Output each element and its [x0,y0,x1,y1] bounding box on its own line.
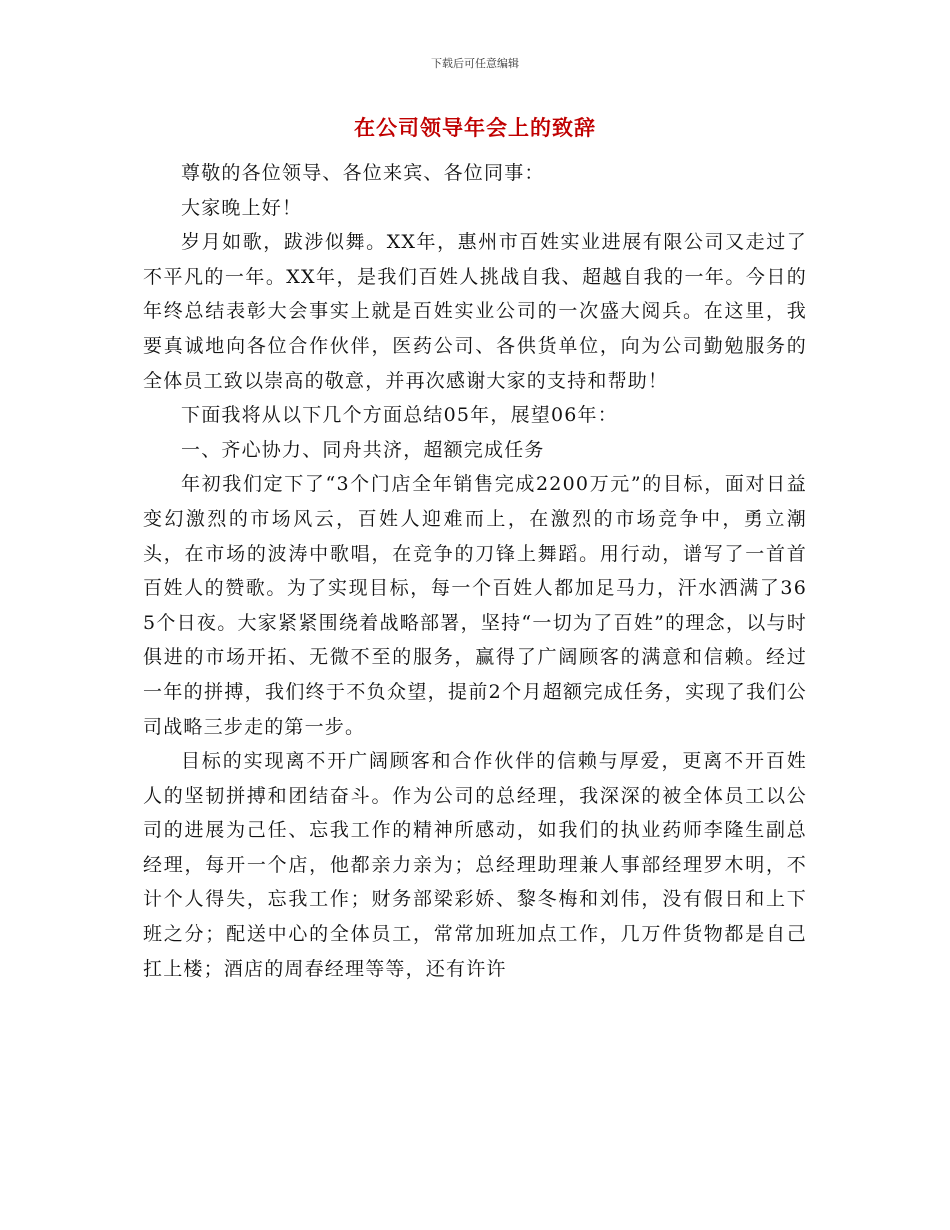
document-body [143,156,807,986]
section-heading: 一、齐心协力、同舟共济，超额完成任务 [181,438,545,461]
paragraph: 岁月如歌，跋涉似舞。XX年，惠州市百姓实业进展有限公司又走过了不平凡的一年。XX年，是我们百姓人挑战自我、超越自我的一年。今日的年终总结表彰大会事实上就是百姓实业公司的一次盛大阅兵。在这里，我要真诚地向各位合作伙伴，医药公司、各供货单位，向为公司勤勉服务的全体员工致以崇高的敬意，并再次感谢大家的支持和帮助！ [143,231,807,392]
document-title: 在公司领导年会上的致辞 [354,116,596,140]
paragraph: 年初我们定下了“3个门店全年销售完成2200万元”的目标，面对日益变幻激烈的市场风云，百姓人迎难而上，在激烈的市场竞争中，勇立潮头，在市场的波涛中歌唱，在竞争的刀锋上舞蹈。用行动，谱写了一首首百姓人的赞歌。为了实现目标，每一个百姓人都加足马力，汗水洒满了365个日夜。大家紧紧围绕着战略部署，坚持“一切为了百姓”的理念，以与时俱进的市场开拓、无微不至的服务，赢得了广阔顾客的满意和信赖。经过一年的拼搏，我们终于不负众望，提前2个月超额完成任务，实现了我们公司战略三步走的第一步。 [143,473,807,738]
header-note: 下载后可任意编辑 [431,57,519,70]
salutation: 尊敬的各位领导、各位来宾、各位同事： [181,162,545,184]
greeting: 大家晚上好！ [181,196,303,219]
paragraph: 下面我将从以下几个方面总结05年，展望06年： [181,404,618,427]
paragraph: 目标的实现离不开广阔顾客和合作伙伴的信赖与厚爱，更离不开百姓人的坚韧拼搏和团结奋斗。作为公司的总经理，我深深的被全体员工以公司的进展为己任、忘我工作的精神所感动，如我们的执业药师李隆生副总经理，每开一个店，他都亲力亲为；总经理助理兼人事部经理罗木明，不计个人得失，忘我工作；财务部梁彩娇、黎冬梅和刘伟，没有假日和上下班之分；配送中心的全体员工，常常加班加点工作，几万件货物都是自己扛上楼；酒店的周春经理等等，还有许许 [143,750,807,980]
